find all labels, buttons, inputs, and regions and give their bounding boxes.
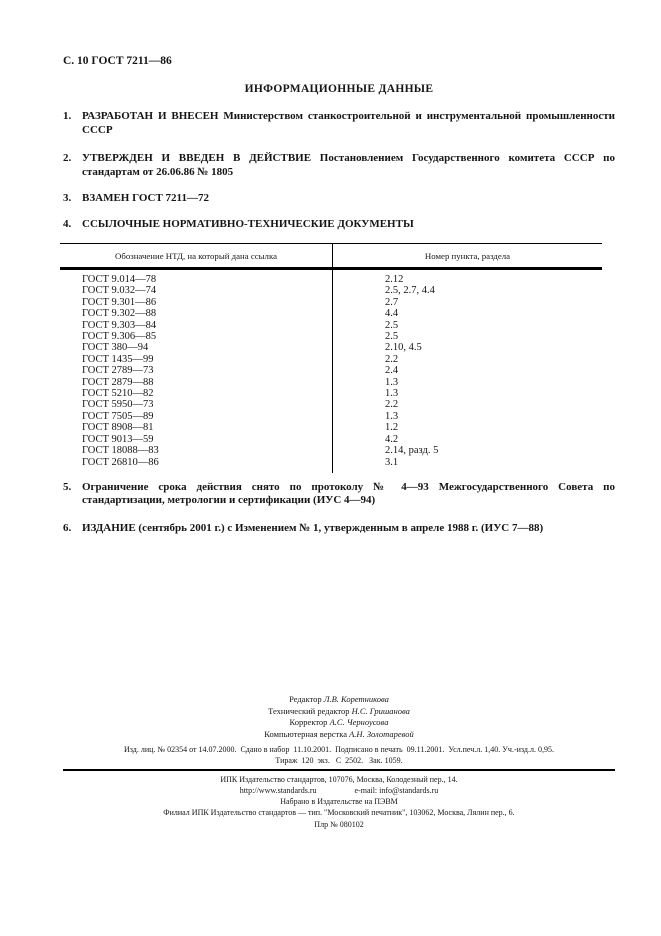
staff-name: А.С. Черноусова xyxy=(329,717,389,727)
clause-number: 2.7 xyxy=(385,296,399,308)
item-number: 4. xyxy=(63,217,72,230)
table-row xyxy=(60,308,602,319)
info-item-6 xyxy=(63,522,615,536)
staff-line xyxy=(63,729,615,741)
item-number: 2. xyxy=(63,152,72,164)
clause-number: 2.4 xyxy=(385,365,399,377)
item-text: ИЗДАНИЕ (сентябрь 2001 г.) с Изменением № 1, утвержденным в апреле 1988 г. (ИУС 7—88) xyxy=(82,521,544,534)
ntd-designation: ГОСТ 9.032—74 xyxy=(82,285,157,297)
info-item-2 xyxy=(63,152,615,179)
clause-number: 3.1 xyxy=(385,456,399,468)
info-item-5 xyxy=(63,481,615,508)
clause-number: 1.3 xyxy=(385,410,399,422)
table-row xyxy=(60,457,602,468)
document-content xyxy=(63,55,615,535)
ntd-designation: ГОСТ 26810—86 xyxy=(82,456,159,468)
item-text: РАЗРАБОТАН И ВНЕСЕН Министерством станкостроительной и инструментальной промышленности СССР xyxy=(82,110,615,136)
reference-table-body xyxy=(60,270,602,473)
ntd-designation: ГОСТ 1435—99 xyxy=(82,353,154,365)
clause-number: 2.2 xyxy=(385,353,399,365)
publisher-contacts xyxy=(63,785,615,796)
footer-rule xyxy=(63,769,615,771)
staff-role: Редактор xyxy=(289,694,322,704)
clause-number: 1.3 xyxy=(385,388,399,400)
ntd-designation: ГОСТ 9.014—78 xyxy=(82,274,157,285)
clause-number: 2.2 xyxy=(385,399,399,411)
table-row xyxy=(60,434,602,445)
table-row xyxy=(60,342,602,353)
clause-number: 4.2 xyxy=(385,433,399,445)
clause-number: 4.4 xyxy=(385,308,399,320)
publisher-website: http://www.standards.ru xyxy=(239,786,317,795)
colophon xyxy=(63,694,615,830)
info-item-1 xyxy=(63,110,615,137)
staff-name: Л.В. Коретникова xyxy=(323,694,389,704)
table-row xyxy=(60,331,602,342)
table-row xyxy=(60,354,602,365)
clause-number: 2.14, разд. 5 xyxy=(385,445,439,457)
staff-name: Н.С. Гришанова xyxy=(351,705,410,716)
item-text: ВЗАМЕН ГОСТ 7211—72 xyxy=(82,192,209,204)
table-row xyxy=(60,388,602,399)
info-item-4 xyxy=(63,218,615,232)
imprint-line-1: Изд. лиц. № 02354 от 14.07.2000. Сдано в набор 11.10.2001. Подписано в печать 09.11.2001. Усл.печ.л. 1,40. Уч.-изд.л. 0,95. xyxy=(124,745,554,754)
staff-line xyxy=(63,717,615,729)
ntd-designation: ГОСТ 9.306—85 xyxy=(82,331,157,343)
typeset-note: Набрано в Издательстве на ПЭВМ xyxy=(280,797,398,806)
info-item-3 xyxy=(63,192,615,206)
table-row xyxy=(60,445,602,456)
ntd-designation: ГОСТ 8908—81 xyxy=(82,422,154,434)
item-text: ССЫЛОЧНЫЕ НОРМАТИВНО-ТЕХНИЧЕСКИЕ ДОКУМЕНТЫ xyxy=(82,217,414,230)
staff-line xyxy=(63,694,615,706)
publisher-email: e-mail: info@standards.ru xyxy=(354,786,439,795)
item-number: 3. xyxy=(63,192,72,204)
clause-number: 1.2 xyxy=(385,422,399,434)
table-row xyxy=(60,422,602,433)
table-row xyxy=(60,285,602,296)
ntd-designation: ГОСТ 5950—73 xyxy=(82,399,154,411)
ntd-designation: ГОСТ 7505—89 xyxy=(82,410,154,422)
ntd-designation: ГОСТ 9.303—84 xyxy=(82,319,157,331)
ntd-designation: ГОСТ 9013—59 xyxy=(82,433,154,445)
page-header: С. 10 ГОСТ 7211—86 xyxy=(63,55,172,67)
column-header-ntd: Обозначение НТД, на который дана ссылка xyxy=(60,244,333,267)
item-number: 6. xyxy=(63,521,72,534)
ntd-designation: ГОСТ 2789—73 xyxy=(82,365,154,377)
staff-line xyxy=(63,706,615,718)
staff-role: Компьютерная верстка xyxy=(264,728,347,739)
staff-role: Корректор xyxy=(289,717,328,727)
table-row xyxy=(60,320,602,331)
column-header-clause: Номер пункта, раздела xyxy=(424,251,511,261)
item-text: УТВЕРЖДЕН И ВВЕДЕН В ДЕЙСТВИЕ Постановлением Государственного комитета СССР по стандартам от 26.06.86 № 1805 xyxy=(82,152,615,178)
item-number: 5. xyxy=(63,480,72,493)
table-row xyxy=(60,274,602,285)
clause-number: 2.12 xyxy=(385,274,404,285)
ntd-designation: ГОСТ 18088—83 xyxy=(82,445,159,457)
ntd-designation: ГОСТ 9.302—88 xyxy=(82,308,157,320)
clause-number: 2.5 xyxy=(385,331,399,343)
branch-printer-line: Филиал ИПК Издательство стандартов — тип. "Московский печатник", 103062, Москва, Лялин пер., 6. xyxy=(163,808,515,817)
staff-name: А.Н. Золотаревой xyxy=(349,728,414,739)
ntd-designation: ГОСТ 380—94 xyxy=(82,342,149,354)
ntd-designation: ГОСТ 2879—88 xyxy=(82,376,154,388)
document-title: ИНФОРМАЦИОННЫЕ ДАННЫЕ xyxy=(244,83,434,95)
clause-number: 2.5 xyxy=(385,319,399,331)
ntd-designation: ГОСТ 5210—82 xyxy=(82,388,154,400)
clause-number: 2.5, 2.7, 4.4 xyxy=(385,285,435,297)
clause-number: 2.10, 4.5 xyxy=(385,342,422,354)
plr-number: Плр № 080102 xyxy=(314,820,364,829)
staff-role: Технический редактор xyxy=(268,705,350,716)
ntd-designation: ГОСТ 9.301—86 xyxy=(82,296,157,308)
table-row xyxy=(60,411,602,422)
table-row xyxy=(60,399,602,410)
references-table xyxy=(60,243,602,473)
publisher-address: ИПК Издательство стандартов, 107076, Москва, Колодезный пер., 14. xyxy=(220,775,458,784)
item-number: 1. xyxy=(63,110,72,122)
table-row xyxy=(60,297,602,308)
table-header-row xyxy=(60,244,602,270)
table-row xyxy=(60,365,602,376)
clause-number: 1.3 xyxy=(385,376,399,388)
item-text: Ограничение срока действия снято по протоколу № 4—93 Межгосударственного Совета по стандартизации, метрологии и сертификации (ИУС 4—94) xyxy=(82,480,615,507)
imprint-line-2: Тираж 120 экз. С 2502. Зак. 1059. xyxy=(275,756,403,765)
table-row xyxy=(60,377,602,388)
